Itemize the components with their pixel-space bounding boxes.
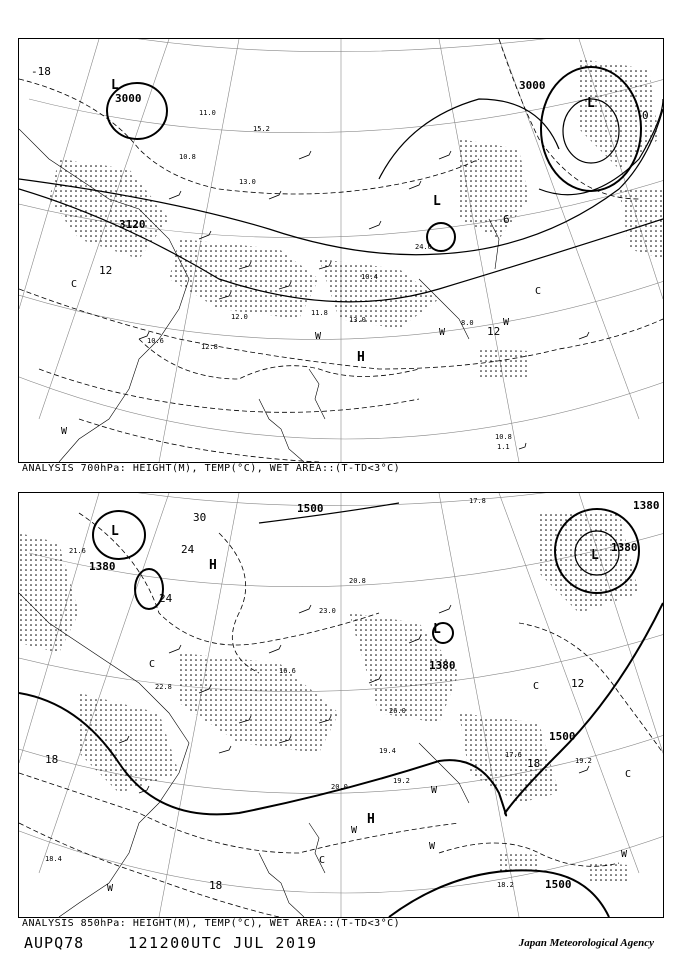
station-value: 11.0	[199, 109, 216, 117]
height-label: 3000	[519, 79, 546, 92]
warm-marker: W	[621, 849, 628, 860]
station-value: 22.8	[155, 683, 172, 691]
warm-marker: W	[431, 785, 438, 796]
warm-marker: W	[107, 883, 114, 894]
low-marker: L	[111, 524, 119, 539]
height-label: 1380	[429, 659, 456, 672]
station-value: 10.4	[361, 273, 378, 281]
cold-marker: C	[535, 286, 542, 297]
height-label: 3000	[115, 92, 142, 105]
temp-label: -18	[31, 65, 51, 78]
station-value: 19.4	[379, 747, 396, 755]
warm-marker: W	[351, 825, 358, 836]
station-value: 10.8	[179, 153, 196, 161]
low-marker: L	[433, 194, 441, 209]
station-value: 20.0	[331, 783, 348, 791]
station-value: 26.0	[389, 707, 406, 715]
low-marker: L	[111, 78, 119, 93]
cold-marker: C	[71, 279, 78, 290]
height-label: 1380	[89, 560, 116, 573]
station-value: 11.8	[311, 309, 328, 317]
map-700hpa	[18, 38, 664, 463]
temp-label: 18	[209, 879, 223, 892]
warm-marker: W	[503, 317, 510, 328]
height-label: 1500	[549, 730, 576, 743]
station-value: 1.1	[497, 443, 510, 451]
temp-label: 18	[527, 757, 541, 770]
cold-marker: C	[533, 681, 540, 692]
station-value: 18.2	[497, 881, 514, 889]
map-850hpa	[18, 492, 664, 918]
high-marker: H	[209, 558, 217, 573]
temp-label: 12	[487, 325, 501, 338]
map-850hpa-canvas	[19, 493, 663, 917]
warm-marker: W	[439, 327, 446, 338]
station-value: 10.6	[147, 337, 164, 345]
cold-marker: C	[319, 855, 326, 866]
station-value: 15.2	[253, 125, 270, 133]
temp-label: 24	[159, 592, 173, 605]
warm-marker: W	[429, 841, 436, 852]
station-value: 21.6	[69, 547, 86, 555]
station-value: 13.0	[239, 178, 256, 186]
station-value: 19.2	[393, 777, 410, 785]
station-value: 17.8	[469, 497, 486, 505]
station-value: 13.0	[349, 316, 366, 324]
caption-700hpa: ANALYSIS 700hPa: HEIGHT(M), TEMP(°C), WET AREA::(T-TD<3°C)	[22, 463, 401, 474]
warm-marker: W	[61, 426, 68, 437]
temp-label: 12	[571, 677, 585, 690]
station-value: 16.6	[279, 667, 296, 675]
temp-label: 12	[99, 264, 113, 277]
height-label: 1500	[297, 502, 324, 515]
low-marker: L	[591, 548, 599, 563]
station-value: 12.8	[201, 343, 218, 351]
low-marker: L	[433, 622, 441, 637]
station-value: 23.0	[319, 607, 336, 615]
station-value: 19.2	[575, 757, 592, 765]
temp-label: 0	[642, 109, 649, 122]
warm-marker: W	[315, 331, 322, 342]
station-value: 17.6	[505, 751, 522, 759]
station-value: 8.0	[461, 319, 474, 327]
low-marker: L	[587, 96, 595, 111]
station-value: 24.0	[415, 243, 432, 251]
height-label: 1500	[545, 878, 572, 891]
station-value: 20.8	[349, 577, 366, 585]
high-marker: H	[367, 812, 375, 827]
caption-850hpa: ANALYSIS 850hPa: HEIGHT(M), TEMP(°C), WET AREA::(T-TD<3°C)	[22, 918, 401, 929]
agency-label: Japan Meteorological Agency	[518, 937, 654, 949]
height-label: 3120	[119, 218, 146, 231]
temp-label: 18	[45, 753, 59, 766]
station-value: 18.4	[45, 855, 62, 863]
temp-label: 6	[503, 213, 510, 226]
temp-label: 24	[181, 543, 195, 556]
station-value: 12.0	[231, 313, 248, 321]
station-value: 10.8	[495, 433, 512, 441]
temp-label: 30	[193, 511, 207, 524]
height-label: 1380	[633, 499, 660, 512]
cold-marker: C	[625, 769, 632, 780]
high-marker: H	[357, 350, 365, 365]
cold-marker: C	[149, 659, 156, 670]
valid-time: 121200UTC JUL 2019	[128, 934, 318, 952]
height-label: 1380	[611, 541, 638, 554]
map-700hpa-canvas	[19, 39, 663, 462]
chart-code: AUPQ78	[24, 934, 85, 952]
